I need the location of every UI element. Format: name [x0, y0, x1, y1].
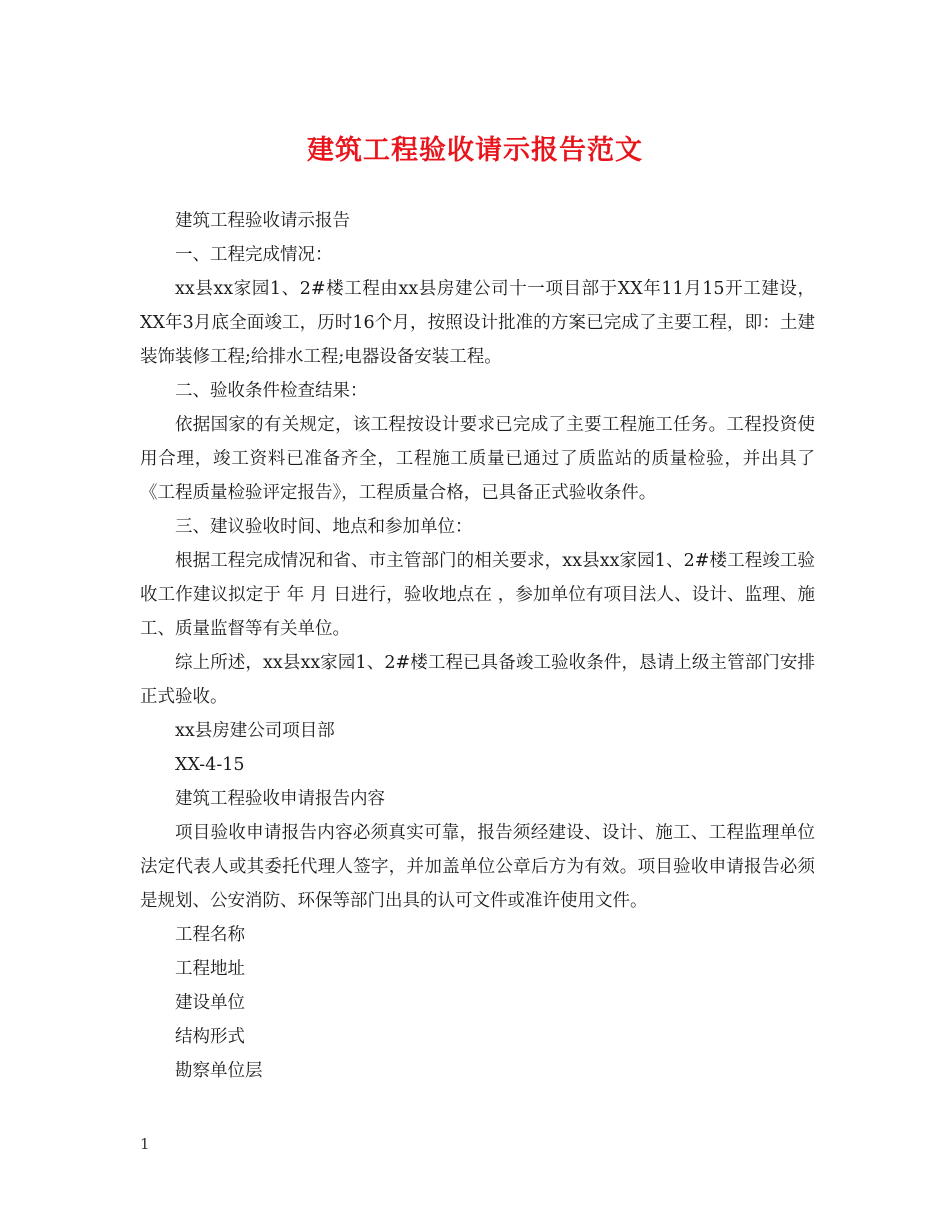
- document-body: [140, 204, 821, 1088]
- paragraph-signature-date: XX-4-15: [175, 755, 245, 775]
- page-number: 1: [140, 1135, 150, 1153]
- field-survey-unit-floors: 勘察单位层: [175, 1061, 263, 1081]
- field-construction-unit: 建设单位: [175, 993, 245, 1013]
- paragraph-section-3-heading: 三、建议验收时间、地点和参加单位：: [175, 517, 473, 537]
- paragraph-inspection-result: 依据国家的有关规定，该工程按设计要求已完成了主要工程施工任务。工程投资使用合理，竣工资料已准备齐全，工程施工质量已通过了质监站的质量检验，并出具了《工程质量检验评定报告》，工程质量合格，已具备正式验收条件。: [140, 415, 815, 503]
- document-title: 建筑工程验收请示报告范文: [307, 135, 643, 166]
- paragraph-acceptance-proposal: 根据工程完成情况和省、市主管部门的相关要求，xx县xx家园1、2#楼工程竣工验收工作建议拟定于 年 月 日进行，验收地点在 ，参加单位有项目法人、设计、监理、施工、质量监督等有关单位。: [140, 551, 815, 639]
- paragraph-summary: 综上所述，xx县xx家园1、2#楼工程已具备竣工验收条件，恳请上级主管部门安排正式验收。: [140, 653, 815, 707]
- paragraph-report-heading: 建筑工程验收请示报告: [175, 211, 350, 231]
- paragraph-application-content: 项目验收申请报告内容必须真实可靠，报告须经建设、设计、施工、工程监理单位法定代表人或其委托代理人签字，并加盖单位公章后方为有效。项目验收申请报告必须是规划、公安消防、环保等部门出具的认可文件或准许使用文件。: [140, 823, 815, 911]
- field-project-name: 工程名称: [175, 925, 245, 945]
- paragraph-section-2-heading: 二、验收条件检查结果：: [175, 381, 368, 401]
- paragraph-application-heading: 建筑工程验收申请报告内容: [175, 789, 385, 809]
- field-structure-type: 结构形式: [175, 1027, 245, 1047]
- paragraph-signature-org: xx县房建公司项目部: [175, 721, 335, 741]
- paragraph-completion-status: xx县xx家园1、2#楼工程由xx县房建公司十一项目部于XX年11月15开工建设， XX年3月底全面竣工，历时16个月，按照设计批准的方案已完成了主要工程，即：土建装饰装修工程;给排水工程;电器设备安装工程。: [140, 279, 821, 367]
- paragraph-section-1-heading: 一、工程完成情况：: [175, 245, 333, 265]
- field-project-address: 工程地址: [175, 959, 245, 979]
